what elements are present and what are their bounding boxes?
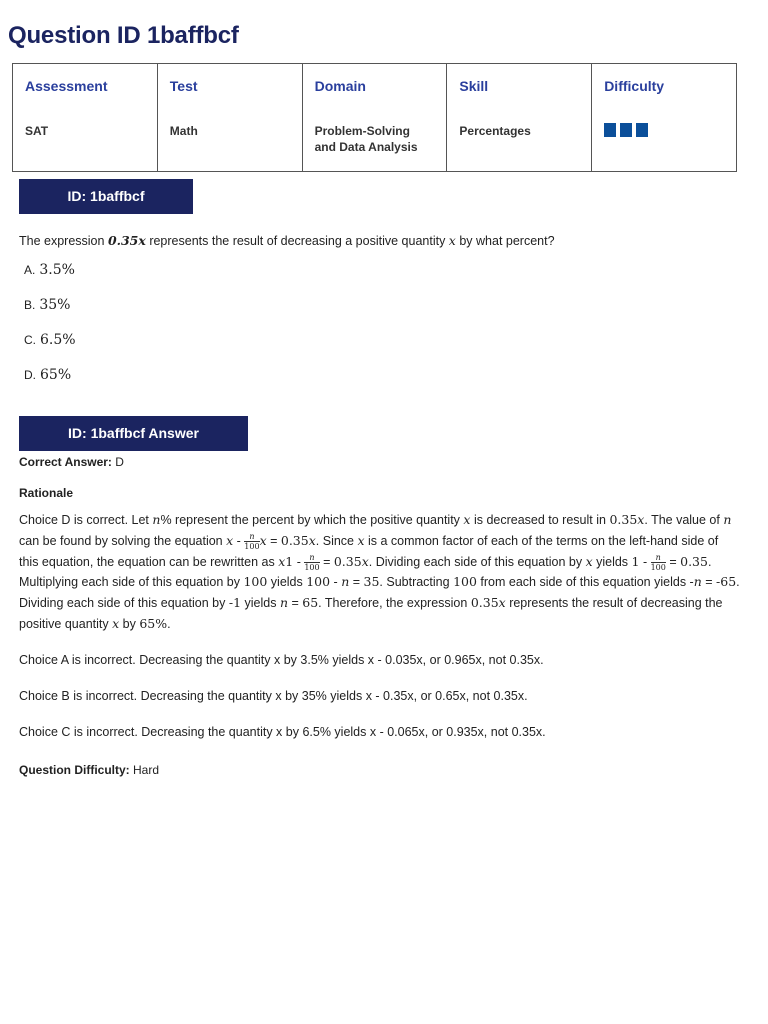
rationale-paragraph-c: Choice C is incorrect. Decreasing the quantity x by 6.5% yields x - 0.065x, or 0.935x, not 0.35x. [19, 725, 546, 739]
text: is decreased to result in [470, 513, 610, 527]
text: . [167, 616, 171, 631]
choice-b [24, 297, 70, 313]
text: . Multiplying each side of this equation by [19, 554, 712, 590]
choice-value: 6.5% [40, 332, 76, 348]
difficulty-bars [604, 123, 724, 137]
choice-value: 65% [40, 367, 72, 383]
difficulty-bar [620, 123, 632, 137]
text: yields [267, 575, 307, 590]
text: . Therefore, the expression [318, 596, 471, 611]
rationale-heading: Rationale [19, 486, 74, 500]
prompt-variable: x [448, 233, 456, 248]
choice-a [24, 262, 75, 278]
choice-value: 35% [39, 297, 71, 313]
fraction-n-over-100: $\frac{n}{100}$ [304, 552, 320, 572]
value-skill: Percentages [447, 108, 592, 172]
rationale-paragraph-b: Choice B is incorrect. Decreasing the quantity x by 35% yields x - 0.35x, or 0.65x, not 0.35x. [19, 689, 528, 703]
choice-letter: A. [24, 263, 36, 277]
correct-answer-value: D [115, 455, 124, 469]
value-test: Math [157, 108, 302, 172]
difficulty-label: Question Difficulty: [19, 763, 130, 777]
header-skill: Skill [447, 64, 592, 108]
text: . Dividing each side of this equation by [368, 554, 586, 569]
text: can be found by solving the equation [19, 533, 227, 548]
correct-answer-label: Correct Answer: [19, 455, 112, 469]
value-difficulty [592, 108, 737, 172]
prompt-expression: 0.35x [107, 233, 146, 248]
page-title: Question ID 1baffbcf [8, 22, 239, 49]
question-id-banner: ID: 1baffbcf [19, 179, 193, 214]
choice-letter: C. [24, 333, 36, 347]
difficulty-value: Hard [133, 763, 160, 777]
answer-id-banner: ID: 1baffbcf Answer [19, 416, 248, 451]
text: is a common factor of each of the terms on the left-hand side of this equation, the equation can be rewritten as [19, 533, 719, 569]
text: by [119, 616, 140, 631]
text: . Since [315, 533, 358, 548]
question-prompt [19, 233, 555, 248]
choice-c [24, 332, 76, 348]
question-meta-table [12, 63, 737, 172]
value-assessment: SAT [13, 108, 158, 172]
text: % represent the percent by which the positive quantity [160, 513, 464, 527]
question-difficulty [19, 763, 159, 777]
text: yields [241, 596, 280, 611]
header-assessment: Assessment [13, 64, 158, 108]
fraction-n-over-100: $\frac{n}{100}$ [650, 552, 666, 572]
choice-d [24, 367, 71, 383]
choice-value: 3.5% [39, 262, 75, 278]
text: . Subtracting [379, 575, 454, 590]
rationale-paragraph-correct: Choice D is correct. Let n% represent the percent by which the positive quantity x is decreased to result in 0.35x. The value of n can be found by solving the equation x - $\frac{n}{100}$ x = 0.35x. Since x is a common factor of each of the terms on the left-hand side of this equation, the equation can be rewritten as x1 - $\frac{n}{100}$ = 0.35x. Dividing each side of this equation by x yields 1 - $\frac{n}{100}$ = 0.35. Multiplying each side of this equation by 100 yields 100 - n = 35. Subtracting 100 from each side of this equation yields -n = -65. Dividing each side of this equation by -1 yields n = 65. Therefore, the expression 0.35x represents the result of decreasing the positive quantity x by 65%. [19, 512, 740, 631]
choice-letter: D. [24, 368, 36, 382]
text: Choice D is correct. Let [19, 513, 153, 527]
difficulty-bar [636, 123, 648, 137]
text: from each side of this equation yields [476, 575, 690, 590]
correct-answer [19, 455, 124, 469]
value-domain: Problem-Solving and Data Analysis [302, 108, 447, 172]
prompt-text: represents the result of decreasing a positive quantity [145, 234, 449, 248]
prompt-text: by what percent? [455, 234, 555, 248]
prompt-text: The expression [19, 234, 108, 248]
choice-letter: B. [24, 298, 36, 312]
text: yields [592, 554, 632, 569]
difficulty-bar [604, 123, 616, 137]
header-difficulty: Difficulty [592, 64, 737, 108]
fraction-n-over-100: $\frac{n}{100}$ [244, 532, 260, 551]
text: represents the result of decreasing the positive quantity [19, 596, 723, 631]
rationale-paragraph-a: Choice A is incorrect. Decreasing the quantity x by 3.5% yields x - 0.035x, or 0.965x, not 0.35x. [19, 653, 544, 667]
header-domain: Domain [302, 64, 447, 108]
text: . Dividing each side of this equation by [19, 575, 740, 611]
text: . The value of [644, 513, 724, 527]
header-test: Test [157, 64, 302, 108]
